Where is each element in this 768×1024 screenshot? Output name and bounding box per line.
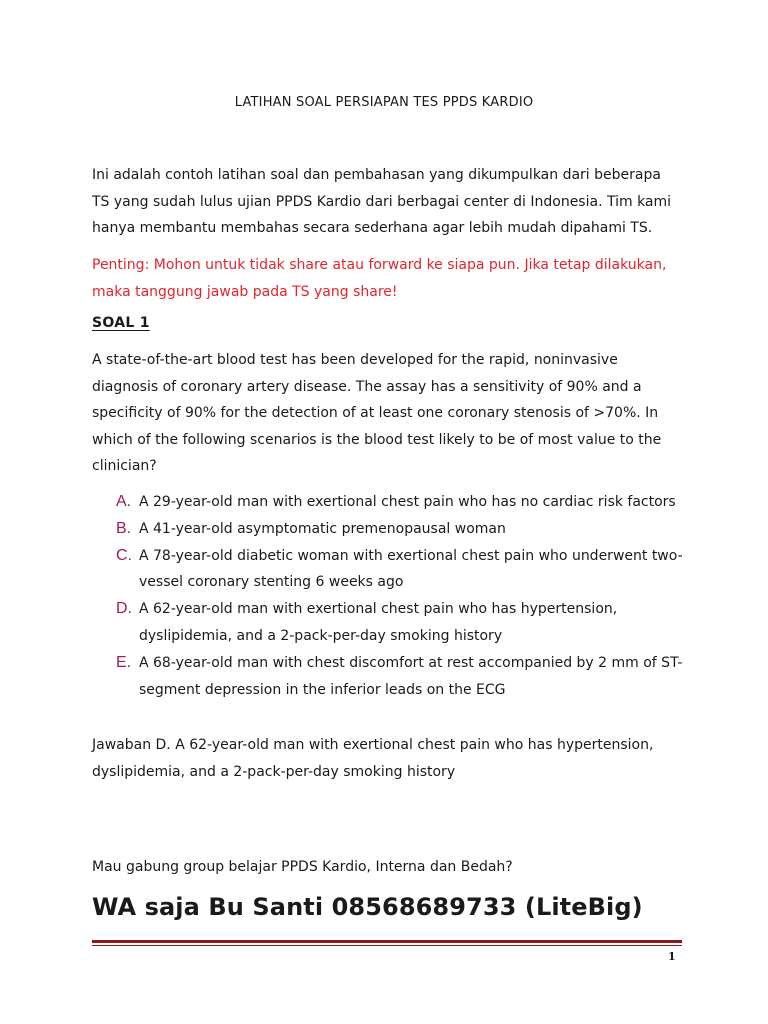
option-e [116,650,686,704]
soal-heading: SOAL 1 [92,315,150,331]
promo-line-2: WA saja Bu Santi 08568689733 (LiteBig) [92,893,643,921]
warning-paragraph: Penting: Mohon untuk tidak share atau forward ke siapa pun. Jika tetap dilakukan, maka tanggung jawab pada TS yang share! [92,257,667,300]
option-d [116,596,686,650]
option-a [116,489,686,516]
answer-paragraph: Jawaban D. A 62-year-old man with exertional chest pain who has hypertension, dyslipidemia, and a 2-pack-per-day smoking history [92,737,654,780]
option-text: A 62-year-old man with exertional chest pain who has hypertension, dyslipidemia, and a 2-pack-per-day smoking history [139,601,618,644]
question-text: A state-of-the-art blood test has been developed for the rapid, noninvasive diagnosis of coronary artery disease. The assay has a sensitivity of 90% and a specificity of 90% for the detection of at least one coronary stenosis of >70%. In which of the following scenarios is the blood test likely to be of most value to the clinician? [92,352,662,474]
option-b [116,516,686,543]
option-text: A 68-year-old man with chest discomfort at rest accompanied by 2 mm of ST-segment depression in the inferior leads on the ECG [139,654,683,698]
footer-divider-thick [92,940,682,943]
option-c [116,543,686,597]
footer-divider-thin [92,945,682,946]
document-title: LATIHAN SOAL PERSIAPAN TES PPDS KARDIO [234,95,534,110]
option-letter: B. [116,519,132,537]
intro-paragraph: Ini adalah contoh latihan soal dan pembahasan yang dikumpulkan dari beberapa TS yang sudah lulus ujian PPDS Kardio dari berbagai center di Indonesia. Tim kami hanya membantu membahas secara sederhana agar lebih mudah dipahami TS. [92,167,672,236]
option-text: A 41-year-old asymptomatic premenopausal woman [139,520,506,537]
promo-line-1: Mau gabung group belajar PPDS Kardio, Interna dan Bedah? [92,859,513,875]
page-number: 1 [668,950,676,963]
option-text: A 29-year-old man with exertional chest pain who has no cardiac risk factors [139,494,676,510]
option-text: A 78-year-old diabetic woman with exertional chest pain who underwent two-vessel coronary stenting 6 weeks ago [139,547,683,591]
option-letter: A. [116,493,132,510]
option-letter: D. [116,600,132,618]
answer-options-list [116,489,686,703]
option-letter: C. [116,546,132,564]
option-letter: E. [116,653,132,671]
